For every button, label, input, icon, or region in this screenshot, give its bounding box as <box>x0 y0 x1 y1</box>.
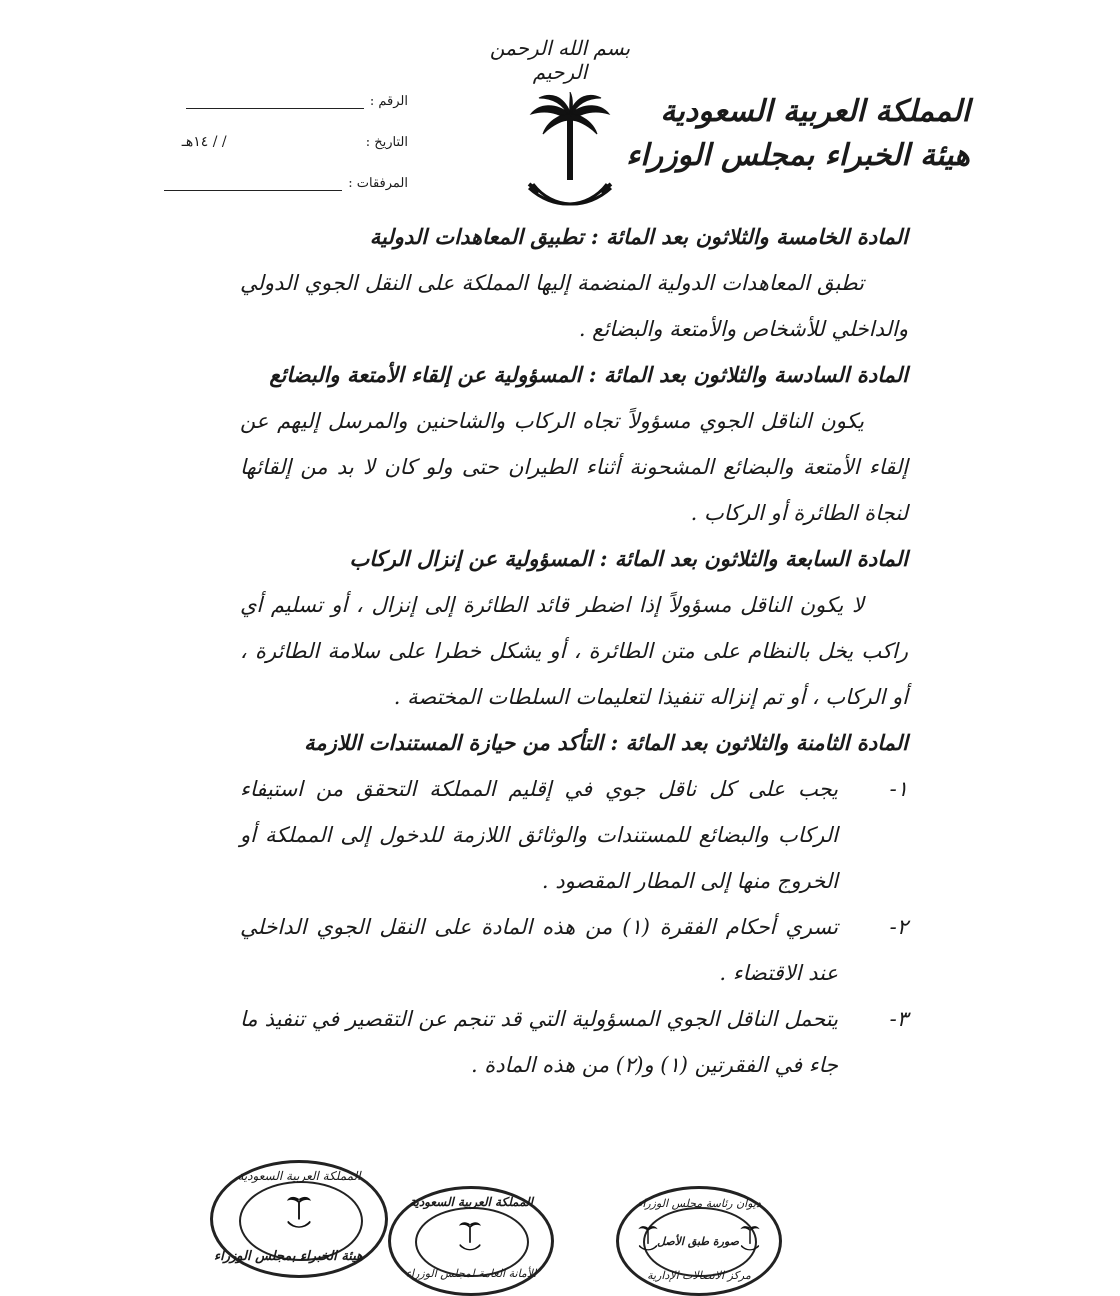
article-title: المادة الخامسة والثلاثون بعد المائة : تطبيق المعاهدات الدولية <box>369 224 908 249</box>
palm-icon <box>739 1223 761 1253</box>
basmala: بسم الله الرحمن الرحيم <box>489 36 631 84</box>
article-paragraph: يكون الناقل الجوي مسؤولاً تجاه الركاب والشاحنين والمرسل إليهم عن إلقاء الأمتعة والبضائع المشحونة أثناء الطيران حتى ولو كان لا بد من إلقائها لنجاة الطائرة أو الركاب . <box>240 409 908 525</box>
item-number: ٣- <box>889 1007 908 1031</box>
stamp-top-text: المملكة العربية السعودية <box>409 1195 533 1209</box>
date-label: التاريخ : <box>365 135 408 150</box>
stamp-true-copy <box>616 1186 782 1296</box>
stamp-middle-text: صورة طبق الأصل <box>656 1235 739 1248</box>
attachments-line <box>164 189 342 191</box>
article-title: المادة السابعة والثلاثون بعد المائة : المسؤولية عن إنزال الركاب <box>349 546 908 571</box>
item-number: ١- <box>889 777 908 801</box>
ref-line <box>186 107 364 109</box>
saudi-emblem-icon <box>525 92 615 222</box>
article-136 <box>240 352 908 536</box>
item-number: ٢- <box>889 915 908 939</box>
stamp-bottom-text: هيئة الخبراء بمجلس الوزراء <box>213 1249 363 1264</box>
article-paragraph: تطبق المعاهدات الدولية المنضمة إليها المملكة على النقل الجوي الدولي والداخلي للأشخاص والأمتعة والبضائع . <box>240 271 908 341</box>
list-item <box>240 766 908 904</box>
item-text: تسري أحكام الفقرة (١) من هذه المادة على النقل الجوي الداخلي عند الاقتضاء . <box>240 915 838 985</box>
stamp-bottom-text: مركز الاتصالات الإدارية <box>647 1269 751 1282</box>
date-value: / / ١٤هـ <box>181 134 227 150</box>
palm-icon <box>457 1219 483 1253</box>
document-body <box>240 214 908 1088</box>
org-name: المملكة العربية السعودية <box>660 94 970 129</box>
attachments-field <box>148 176 408 191</box>
stamp-top-text: ديوان رئاسة مجلس الوزراء <box>637 1197 761 1210</box>
article-title: المادة السادسة والثلاثون بعد المائة : المسؤولية عن إلقاء الأمتعة والبضائع <box>269 362 908 387</box>
date-field <box>148 134 408 150</box>
article-137 <box>240 536 908 720</box>
org-department: هيئة الخبراء بمجلس الوزراء <box>626 138 970 173</box>
article-paragraph: لا يكون الناقل مسؤولاً إذا اضطر قائد الطائرة إلى إنزال ، أو تسليم أي راكب يخل بالنظام على متن الطائرة ، أو يشكل خطرا على سلامة الطائرة ، أو الركاب ، أو تم إنزاله تنفيذا لتعليمات السلطات المختصة . <box>240 593 908 709</box>
ref-label: الرقم : <box>369 94 408 109</box>
stamp-experts-commission <box>210 1160 388 1278</box>
article-138 <box>240 720 908 1088</box>
palm-icon <box>285 1193 313 1231</box>
article-title: المادة الثامنة والثلاثون بعد المائة : التأكد من حيازة المستندات اللازمة <box>304 730 908 755</box>
stamp-top-text: المملكة العربية السعودية <box>237 1169 361 1183</box>
stamp-general-secretariat <box>388 1186 554 1296</box>
ref-field <box>148 94 408 109</box>
attachments-label: المرفقات : <box>348 176 408 191</box>
item-text: يتحمل الناقل الجوي المسؤولية التي قد تنجم عن التقصير في تنفيذ ما جاء في الفقرتين (١) و(٢) من هذه المادة . <box>240 1007 838 1077</box>
list-item <box>240 904 908 996</box>
item-text: يجب على كل ناقل جوي في إقليم المملكة التحقق من استيفاء الركاب والبضائع للمستندات والوثائق اللازمة للدخول إلى المملكة أو الخروج منها إلى المطار المقصود . <box>240 777 838 893</box>
list-item <box>240 996 908 1088</box>
palm-icon <box>637 1223 659 1253</box>
stamp-bottom-text: الأمانة العامة لمجلس الوزراء <box>405 1267 537 1280</box>
article-135 <box>240 214 908 352</box>
